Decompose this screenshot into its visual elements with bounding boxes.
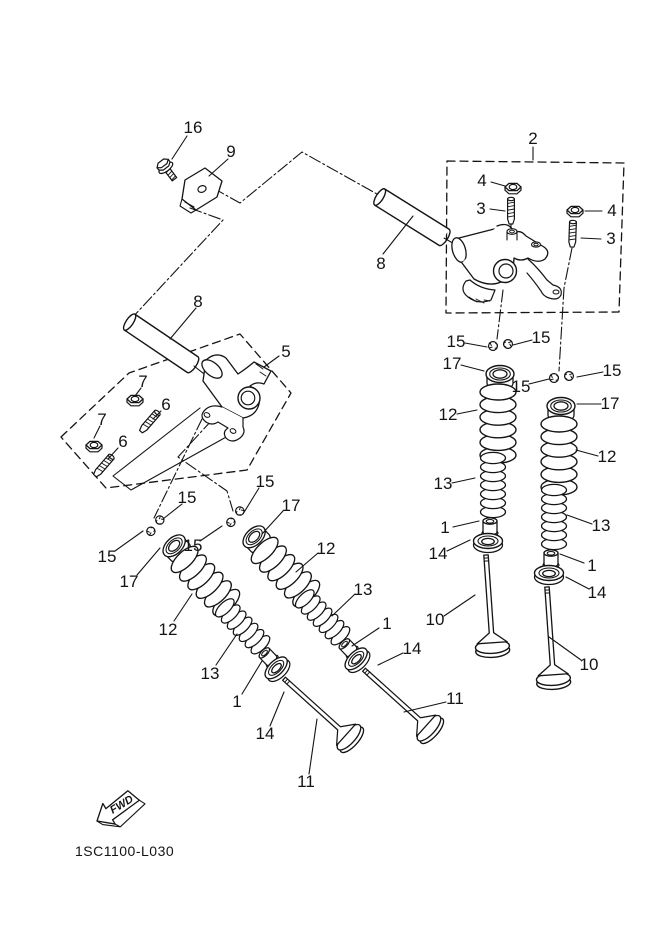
diagram-code: 1SC1100-L030	[75, 843, 175, 859]
flange-bolt-16	[154, 156, 181, 184]
callout-15: 15	[97, 547, 117, 566]
callout-14: 14	[587, 583, 607, 602]
callout-11: 11	[297, 772, 315, 791]
tappet-nut-4-right	[567, 206, 583, 216]
valve-stack-exhaust-right	[530, 370, 577, 691]
leader-line	[444, 595, 475, 616]
leader-line	[264, 356, 279, 367]
shaft-stopper-bracket-9	[180, 168, 222, 213]
callout-10: 10	[425, 610, 445, 629]
fwd-direction-arrow	[91, 785, 149, 836]
callout-1: 1	[232, 692, 242, 711]
leader-line	[566, 577, 589, 589]
centerline	[559, 248, 572, 371]
leader-line	[383, 216, 413, 254]
callout-8: 8	[376, 254, 386, 273]
callout-13: 13	[353, 580, 373, 599]
leader-line	[216, 634, 237, 665]
leader-line	[453, 521, 479, 527]
tappet-screw-3-left	[508, 197, 515, 224]
valve-stack-exhaust-left	[469, 338, 516, 659]
leader-line	[576, 450, 598, 456]
rocker-arm-2	[449, 225, 561, 303]
leader-line	[461, 365, 484, 371]
callout-labels	[97, 118, 621, 791]
centerline	[131, 208, 223, 319]
leader-line	[457, 410, 477, 414]
leader-line	[529, 379, 549, 384]
callout-15: 15	[602, 361, 622, 380]
callout-1: 1	[440, 518, 450, 537]
tappet-screw-6-lower	[92, 453, 115, 478]
callout-12: 12	[438, 405, 458, 424]
callout-8: 8	[193, 292, 203, 311]
callout-12: 12	[316, 539, 336, 558]
leader-line	[174, 594, 192, 621]
leader-line	[243, 488, 259, 514]
leader-line	[447, 540, 470, 551]
callout-4: 4	[477, 171, 487, 190]
centerline	[213, 152, 377, 203]
leader-line	[296, 553, 318, 572]
callout-3: 3	[476, 199, 486, 218]
callout-5: 5	[281, 342, 291, 361]
callout-13: 13	[591, 516, 611, 535]
callout-1: 1	[382, 614, 392, 633]
leader-line	[567, 515, 592, 524]
centerline	[497, 290, 503, 339]
tappet-screw-3-right	[569, 220, 577, 247]
rocker-arm-5	[199, 355, 271, 441]
leader-line	[172, 136, 187, 159]
leader-line	[262, 511, 283, 534]
callout-14: 14	[255, 724, 275, 743]
leader-line	[560, 554, 584, 563]
callout-6: 6	[118, 432, 128, 451]
callout-9: 9	[226, 142, 236, 161]
tappet-nut-7-lower	[86, 441, 102, 451]
leader-line	[577, 372, 603, 377]
callout-13: 13	[200, 664, 220, 683]
callout-7: 7	[138, 372, 148, 391]
callout-15: 15	[446, 332, 466, 351]
tappet-screw-6-upper	[138, 409, 161, 434]
leader-line	[270, 692, 284, 726]
callout-14: 14	[402, 639, 422, 658]
callout-2: 2	[528, 129, 538, 148]
callout-15: 15	[511, 377, 531, 396]
fwd-arrow-text: FWD	[107, 793, 136, 817]
callout-6: 6	[161, 395, 171, 414]
callout-15: 15	[531, 328, 551, 347]
callout-12: 12	[597, 447, 617, 466]
callout-15: 15	[177, 488, 197, 507]
callout-12: 12	[158, 620, 178, 639]
callout-11: 11	[446, 689, 464, 708]
callout-7: 7	[97, 410, 107, 429]
callout-4: 4	[607, 201, 617, 220]
leader-line	[513, 340, 532, 345]
leader-line	[378, 653, 403, 665]
callout-17: 17	[600, 394, 620, 413]
callout-10: 10	[579, 655, 599, 674]
callout-15: 15	[255, 472, 275, 491]
leader-line	[404, 702, 446, 712]
leader-line	[581, 238, 601, 239]
leader-line	[242, 661, 262, 694]
callout-14: 14	[428, 544, 448, 563]
leader-line	[490, 209, 505, 211]
callout-1: 1	[587, 556, 597, 575]
leader-line	[491, 182, 505, 186]
tappet-nut-7-upper	[127, 395, 143, 405]
callout-17: 17	[281, 496, 301, 515]
leader-line	[200, 526, 222, 541]
leader-line	[332, 594, 355, 616]
leader-line	[352, 628, 379, 646]
leader-line	[465, 343, 487, 347]
leader-line	[452, 478, 475, 483]
leader-line	[209, 159, 228, 176]
leader-line	[115, 531, 143, 551]
tappet-nut-4-left	[505, 183, 521, 193]
leader-lines	[94, 136, 603, 774]
callout-15: 15	[183, 536, 203, 555]
leader-line	[137, 548, 160, 575]
rocker-shaft-8-lower	[121, 312, 201, 374]
callout-16: 16	[183, 118, 203, 137]
leader-line	[170, 308, 196, 339]
callout-17: 17	[442, 354, 462, 373]
callout-17: 17	[119, 572, 139, 591]
callout-13: 13	[433, 474, 453, 493]
leader-line	[309, 719, 317, 774]
callout-3: 3	[606, 229, 616, 248]
